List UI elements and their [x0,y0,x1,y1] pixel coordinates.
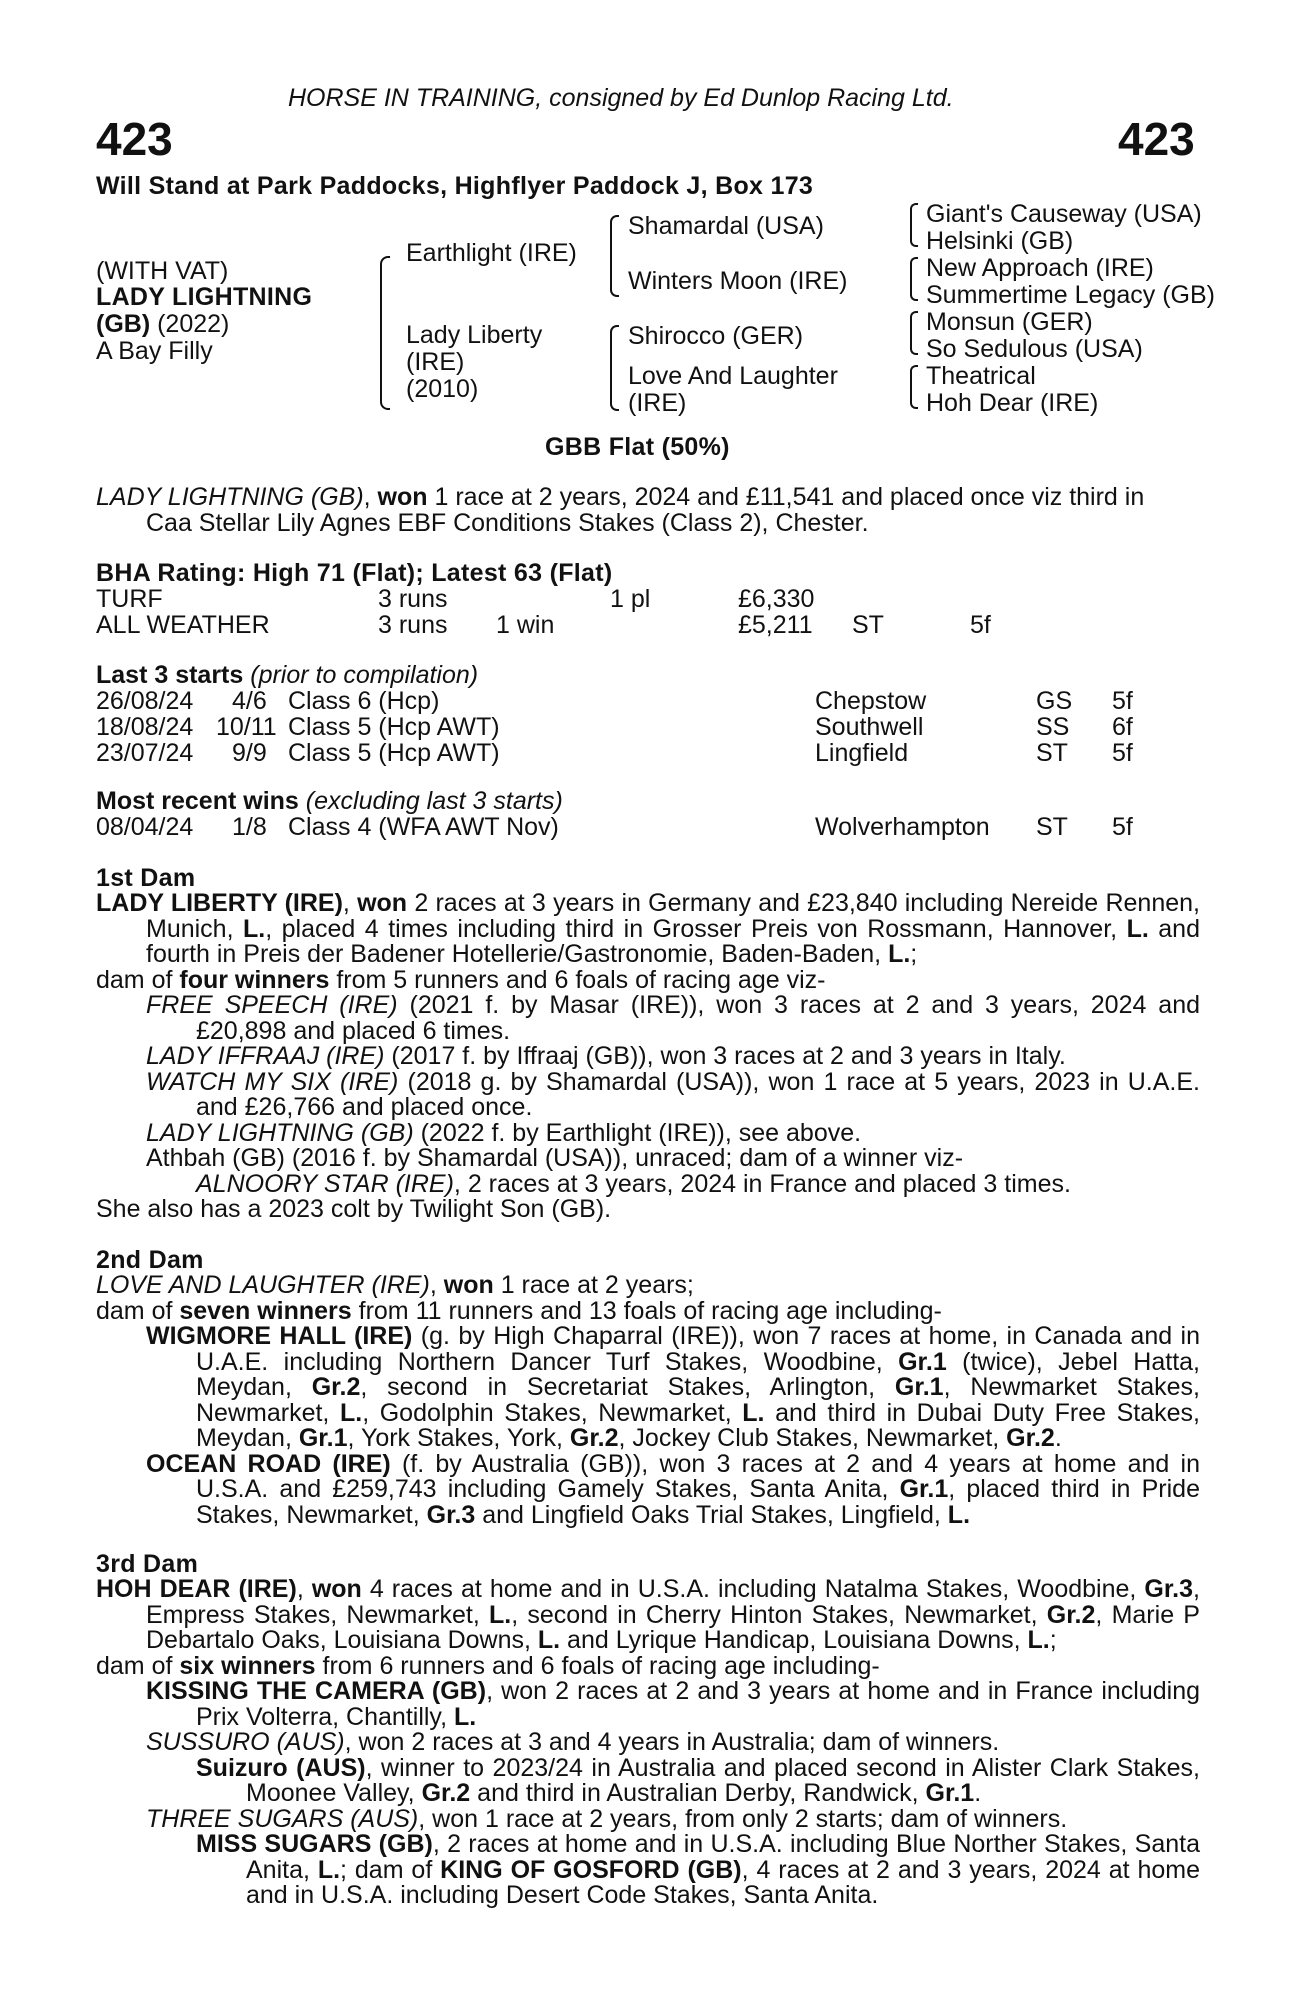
race-class: Class 5 (Hcp AWT) [288,713,500,741]
dam1-also: She also has a 2023 colt by Twilight Son (GB). [96,1195,612,1223]
produce-sublist [146,1753,1201,1807]
race-class: Class 6 (Hcp) [288,687,440,715]
dam2-record: LOVE AND LAUGHTER (IRE), won 1 race at 2 years; [96,1271,694,1299]
brace-sire [610,215,619,297]
brace-ds [910,311,918,355]
sire: Earthlight (IRE) [406,239,577,267]
rating-distance: 5f [970,611,991,639]
dam2-heading: 2nd Dam [96,1246,204,1274]
horse-origin-year: (GB) (2022) [96,310,230,338]
rating-going: ST [852,611,884,639]
produce-grandchild: Suizuro (AUS), winner to 2023/24 in Australia and placed second in Alister Clark Stakes, Moonee Valley, Gr.2 and third in Australian Derby, Randwick, Gr.1. [196,1753,1201,1807]
race-date: 26/08/24 [96,687,194,715]
dam-dam-line-1: Love And Laughter [628,362,838,390]
rating-wins: 1 win [496,611,555,639]
race-going: ST [1036,813,1068,841]
rating-placed: 1 pl [610,585,651,613]
dam1-produce-list [96,993,1200,1197]
recent-wins-heading: Most recent wins (excluding last 3 starts) [96,787,563,815]
sire-sire: Shamardal (USA) [628,212,824,240]
produce-grandchild: ALNOORY STAR (IRE), 2 races at 3 years, 2024 in France and placed 3 times. [196,1169,1071,1198]
produce-item: KISSING THE CAMERA (GB), won 2 races at 2 and 3 years at home and in France including Prix Volterra, Chantilly, L. [146,1677,1201,1731]
rating-surface: TURF [96,585,163,613]
race-date: 23/07/24 [96,739,194,767]
race-distance: 5f [1112,687,1133,715]
race-course: Chepstow [815,687,927,715]
dam3-produce-list [96,1679,1200,1909]
sds: New Approach (IRE) [926,254,1154,282]
sss: Giant's Causeway (USA) [926,200,1202,228]
dam3-produce-summary: dam of six winners from 6 runners and 6 foals of racing age including- [96,1651,880,1680]
dam-line-1: Lady Liberty [406,321,543,349]
produce-item: Athbah (GB) (2016 f. by Shamardal (USA)), unraced; dam of a winner viz- [146,1144,964,1172]
stand-location: Will Stand at Park Paddocks, Highflyer Paddock J, Box 173 [96,172,814,200]
dss: Monsun (GER) [926,308,1093,336]
race-course: Lingfield [815,739,909,767]
sire-dam: Winters Moon (IRE) [628,267,848,295]
bha-rating: BHA Rating: High 71 (Flat); Latest 63 (Flat) [96,559,613,587]
rating-runs: 3 runs [378,611,448,639]
race-going: ST [1036,739,1068,767]
produce-item: SUSSURO (AUS), won 2 races at 3 and 4 years in Australia; dam of winners. [146,1728,1000,1756]
race-going: GS [1036,687,1073,715]
dam3-record: HOH DEAR (IRE), won 4 races at home and in U.S.A. including Natalma Stakes, Woodbine, Gr.3, Empress Stakes, Newmarket, L., second in Cherry Hinton Stakes, Newmarket, Gr.2, Marie P Debartalo Oaks, Louisiana Downs, L. and Lyrique Handicap, Louisiana Downs, L.; [96,1575,1200,1654]
produce-item: WIGMORE HALL (IRE) (g. by High Chaparral (IRE)), won 7 races at home, in Canada and in U.A.E. including Northern Dancer Turf Stakes, Woodbine, Gr.1 (twice), Jebel Hatta, Meydan, Gr.2, second in Secretariat Stakes, Arlington, Gr.1, Newmarket Stakes, Newmarket, L., Godolphin Stakes, Newmarket, L. and third in Dubai Duty Free Stakes, Meydan, Gr.1, York Stakes, York, Gr.2, Jockey Club Stakes, Newmarket, Gr.2. [146,1322,1201,1452]
produce-item: OCEAN ROAD (IRE) (f. by Australia (GB)), won 3 races at 2 and 4 years at home and in U.S.A. and £259,743 including Gamely Stakes, Santa Anita, Gr.1, placed third in Pride Stakes, Newmarket, Gr.3 and Lingfield Oaks Trial Stakes, Lingfield, L. [146,1449,1201,1529]
lot-number-left: 423 [96,113,173,165]
dam-sire: Shirocco (GER) [628,322,804,350]
summary-line-1: LADY LIGHTNING (GB), won 1 race at 2 years, 2024 and £11,541 and placed once viz third in [96,483,1145,511]
lot-number-right: 423 [1118,113,1195,165]
dam-line-2: (IRE) [406,348,465,376]
race-position: 1/8 [232,813,267,841]
brace-main [380,256,390,410]
summary-line-2: Caa Stellar Lily Agnes EBF Conditions Stakes (Class 2), Chester. [146,509,869,537]
rating-prize: £5,211 [738,611,813,639]
race-position: 4/6 [232,687,267,715]
rating-surface: ALL WEATHER [96,611,270,639]
produce-grandchild: MISS SUGARS (GB), 2 races at home and in U.S.A. including Blue Norther Stakes, Santa Anita, L.; dam of KING OF GOSFORD (GB), 4 races at 2 and 3 years, 2024 at home and in U.S.A. including Desert Code Stakes, Santa Anita. [196,1830,1201,1909]
produce-item: LADY IFFRAAJ (IRE) (2017 f. by Iffraaj (GB)), won 3 races at 2 and 3 years in Italy. [146,1042,1066,1070]
race-distance: 5f [1112,739,1133,767]
ddd: Hoh Dear (IRE) [926,389,1099,417]
last-starts-heading: Last 3 starts (prior to compilation) [96,661,479,689]
race-course: Wolverhampton [815,813,990,841]
race-position: 10/11 [216,713,277,741]
dam1-produce-summary: dam of four winners from 5 runners and 6 foals of racing age viz- [96,965,826,994]
produce-sublist [146,1832,1200,1909]
gbb-flat: GBB Flat (50%) [545,433,730,461]
race-class: Class 4 (WFA AWT Nov) [288,813,559,841]
race-going: SS [1036,713,1070,741]
race-position: 9/9 [232,739,267,767]
produce-item: WATCH MY SIX (IRE) (2018 g. by Shamardal (USA)), won 1 race at 5 years, 2023 in U.A.E. and £26,766 and placed once. [146,1067,1200,1121]
dam2-section [96,1273,1200,1528]
horse-sex: A Bay Filly [96,337,213,365]
brace-sd [910,257,918,301]
dam3-heading: 3rd Dam [96,1550,199,1578]
race-course: Southwell [815,713,924,741]
race-distance: 5f [1112,813,1133,841]
dam-dam-line-2: (IRE) [628,389,687,417]
dsd: So Sedulous (USA) [926,335,1143,363]
sdd: Summertime Legacy (GB) [926,281,1215,309]
dam1-record: LADY LIBERTY (IRE), won 2 races at 3 years in Germany and £23,840 including Nereide Rennen, Munich, L., placed 4 times including third in Grosser Preis von Rossmann, Hannover, L. and fourth in Preis der Badener Hotellerie/Gastronomie, Baden-Baden, L.; [96,889,1200,968]
dam2-produce-list [96,1324,1200,1528]
rating-prize: £6,330 [738,585,815,613]
vat-note: (WITH VAT) [96,257,229,285]
produce-item: FREE SPEECH (IRE) (2021 f. by Masar (IRE)), won 3 races at 2 and 3 years, 2024 and £20,898 and placed 6 times. [146,991,1201,1045]
dam1-heading: 1st Dam [96,864,196,892]
dam1-section [96,891,1200,1223]
race-class: Class 5 (Hcp AWT) [288,739,500,767]
rating-runs: 3 runs [378,585,448,613]
brace-ss [910,203,918,247]
brace-dam [610,325,619,411]
produce-item: THREE SUGARS (AUS), won 1 race at 2 years, from only 2 starts; dam of winners. [146,1804,1068,1833]
produce-item: LADY LIGHTNING (GB) (2022 f. by Earthlight (IRE)), see above. [146,1118,862,1147]
consignor-line: HORSE IN TRAINING, consigned by Ed Dunlop Racing Ltd. [288,84,954,112]
dds: Theatrical [926,362,1036,390]
dam2-produce-summary: dam of seven winners from 11 runners and 13 foals of racing age including- [96,1296,942,1325]
dam-line-3: (2010) [406,375,479,403]
race-date: 18/08/24 [96,713,194,741]
race-date: 08/04/24 [96,813,194,841]
race-distance: 6f [1112,713,1133,741]
horse-name: LADY LIGHTNING [96,283,313,311]
dam3-section [96,1577,1200,1909]
ssd: Helsinki (GB) [926,227,1074,255]
brace-dd [910,365,918,409]
